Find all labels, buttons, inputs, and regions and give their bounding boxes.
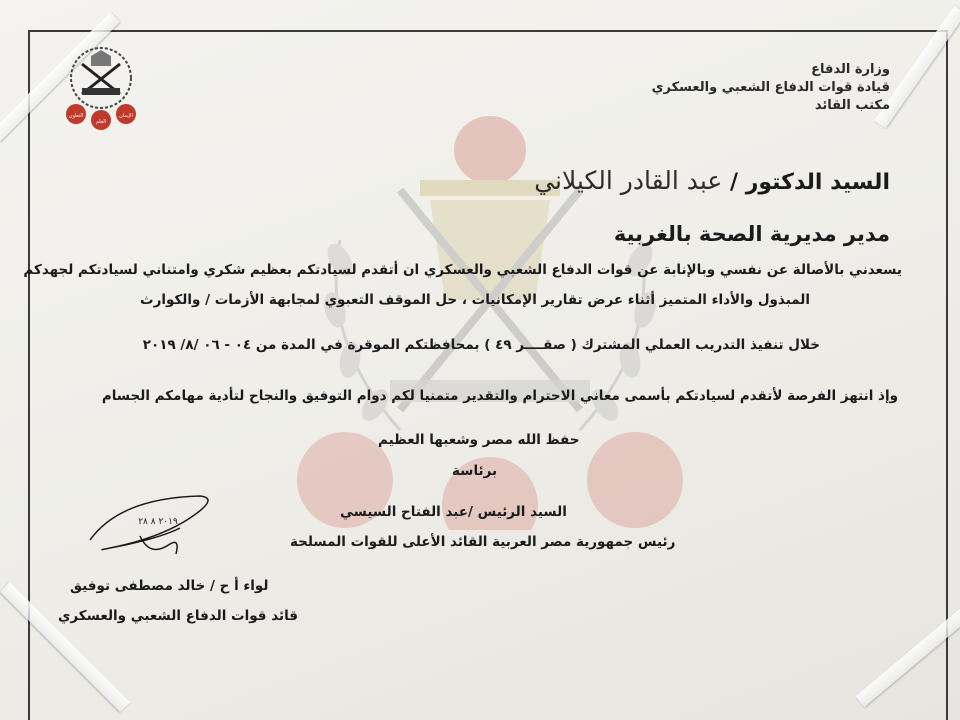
recipient-name: عبد القادر الكيلاني bbox=[534, 166, 723, 195]
emblem-badge-left: التعاون bbox=[68, 113, 84, 119]
recipient-line bbox=[534, 166, 890, 195]
military-emblem bbox=[58, 42, 144, 132]
signatory-name: لواء أ ح / خالد مصطفى توفيق bbox=[70, 578, 269, 594]
emblem-badge-mid: العلم bbox=[95, 119, 107, 125]
closing-president: السيد الرئيس /عبد الفتاح السيسي bbox=[340, 504, 567, 520]
recipient-title: السيد الدكتور / bbox=[730, 170, 890, 195]
signatory-title: قائد قوات الدفاع الشعبي والعسكري bbox=[58, 608, 298, 624]
body-line-4: وإذ انتهز الفرصة لأتقدم لسيادتكم بأسمى معاني الاحترام والتقدير متمنيا لكم دوام التوفيق والنجاح لتأدية مهامكم الجسام bbox=[101, 388, 898, 404]
emblem-badge-right: الإيمان bbox=[119, 113, 133, 119]
header-command: قيادة قوات الدفاع الشعبي والعسكري bbox=[651, 80, 890, 95]
signature-date: ٢٠١٩ ٨ ٢٨ bbox=[138, 517, 178, 527]
header-ministry: وزارة الدفاع bbox=[811, 62, 890, 77]
body-line-2: المبذول والأداء المتميز أثناء عرض تقارير الإمكانيات ، حل الموقف التعبوي لمجابهة الأزمات / والكوارث bbox=[140, 292, 810, 308]
handwritten-signature bbox=[80, 488, 230, 568]
header-office: مكتب القائد bbox=[814, 98, 890, 113]
closing-blessing: حفظ الله مصر وشعبها العظيم bbox=[378, 432, 580, 448]
body-line-1: يسعدني بالأصالة عن نفسي وبالإنابة عن قوات الدفاع الشعبي والعسكري ان أتقدم لسيادتكم بعظيم شكري وامتناني لسيادتكم لجهدكم bbox=[23, 262, 902, 278]
recipient-position: مدير مديرية الصحة بالغربية bbox=[613, 222, 890, 246]
closing-patronage: برئاسة bbox=[452, 463, 498, 479]
body-line-3: خلال تنفيذ التدريب العملي المشترك ( صقــــر ٤٩ ) بمحافظتكم الموقرة في المدة من ٠٤ - ٠٦ /٨/ ٢٠١٩ bbox=[142, 337, 820, 353]
closing-president-title: رئيس جمهورية مصر العربية القائد الأعلى للقوات المسلحة bbox=[290, 534, 676, 550]
